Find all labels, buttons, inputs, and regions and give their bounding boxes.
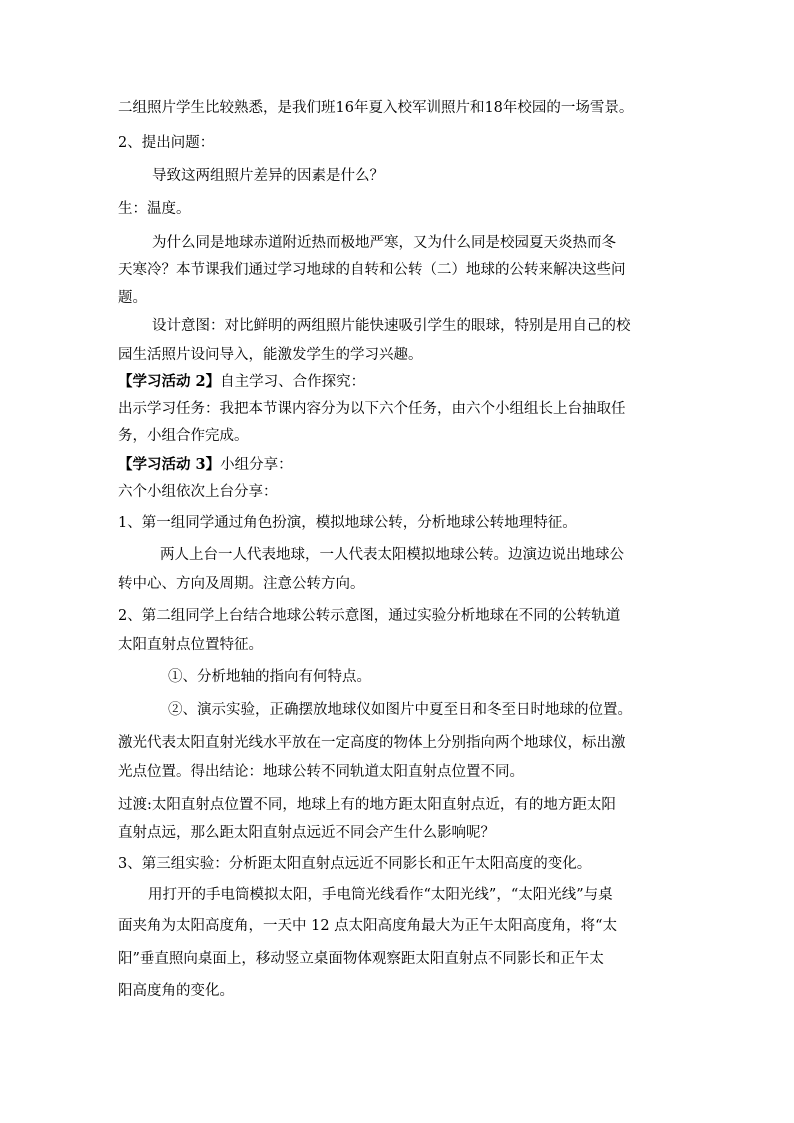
group-2-point-2: ②、演示实验，正确摆放地球仪如图片中夏至日和冬至日时地球的位置。 <box>168 702 632 718</box>
student-answer: 生：温度。 <box>118 201 191 217</box>
experiment-line-3: 阳”垂直照向桌面上，移动竖立桌面物体观察距太阳直射点不同影长和正午太 <box>118 951 604 967</box>
group-3-line: 3、第三组实验：分析距太阳直射点远近不同影长和正午太阳高度的变化。 <box>118 856 592 872</box>
experiment-line-1: 用打开的手电筒模拟太阳，手电筒光线看作“太阳光线”，“太阳光线”与桌 <box>148 887 613 903</box>
paragraph-line-intro-1: 为什么同是地球赤道附近热而极地严寒，又为什么同是校园夏天炎热而冬 <box>152 235 616 251</box>
experiment-line-4: 阳高度角的变化。 <box>118 983 234 999</box>
paragraph-line-1: 二组照片学生比较熟悉，是我们班16年夏入校军训照片和18年校园的一场雪景。 <box>118 100 634 116</box>
section-heading-raise-question: 2、提出问题： <box>118 135 215 151</box>
design-intent-line-2: 园生活照片设问导入，能激发学生的学习兴趣。 <box>118 347 423 363</box>
laser-line-2: 光点位置。得出结论：地球公转不同轨道太阳直射点位置不同。 <box>118 764 524 780</box>
design-intent-line-1: 设计意图：对比鲜明的两组照片能快速吸引学生的眼球，特别是用自己的校 <box>152 318 631 334</box>
group-2-line-1: 2、第二组同学上台结合地球公转示意图，通过实验分析地球在不同的公转轨道 <box>118 608 621 624</box>
group-2-line-2: 太阳直射点位置特征。 <box>118 637 263 653</box>
activity-2-label: 【学习活动 2】 <box>118 373 221 390</box>
activity-3-title: 小组分享： <box>220 457 293 473</box>
activity-2-heading-row <box>118 372 365 392</box>
task-line-2: 务，小组合作完成。 <box>118 428 249 444</box>
activity-3-heading-row <box>118 455 293 475</box>
activity-3-label: 【学习活动 3】 <box>118 456 221 473</box>
group-1-line: 1、第一组同学通过角色扮演，模拟地球公转，分析地球公转地理特征。 <box>118 515 577 531</box>
paragraph-line-intro-2: 天寒冷？本节课我们通过学习地球的自转和公转（二）地球的公转来解决这些问 <box>118 262 626 278</box>
paragraph-line-intro-3: 题。 <box>118 290 147 306</box>
transition-line-2: 直射点远，那么距太阳直射点远近不同会产生什么影响呢？ <box>118 825 495 841</box>
group-1-detail-line-1: 两人上台一人代表地球，一人代表太阳模拟地球公转。边演边说出地球公 <box>160 547 624 563</box>
group-1-detail-line-2: 转中心、方向及周期。注意公转方向。 <box>118 576 365 592</box>
experiment-line-2: 面夹角为太阳高度角，一天中 12 点太阳高度角最大为正午太阳高度角，将“太 <box>118 918 618 934</box>
question-text: 导致这两组照片差异的因素是什么？ <box>152 168 384 184</box>
activity-2-title: 自主学习、合作探究： <box>220 374 366 390</box>
group-2-point-1: ①、分析地轴的指向有何特点。 <box>168 669 371 685</box>
share-intro: 六个小组依次上台分享： <box>118 484 278 500</box>
laser-line-1: 激光代表太阳直射光线水平放在一定高度的物体上分别指向两个地球仪，标出激 <box>118 735 626 751</box>
transition-line-1: 过渡:太阳直射点位置不同，地球上有的地方距太阳直射点近，有的地方距太阳 <box>118 797 616 813</box>
task-line-1: 出示学习任务：我把本节课内容分为以下六个任务，由六个小组组长上台抽取任 <box>118 401 626 417</box>
